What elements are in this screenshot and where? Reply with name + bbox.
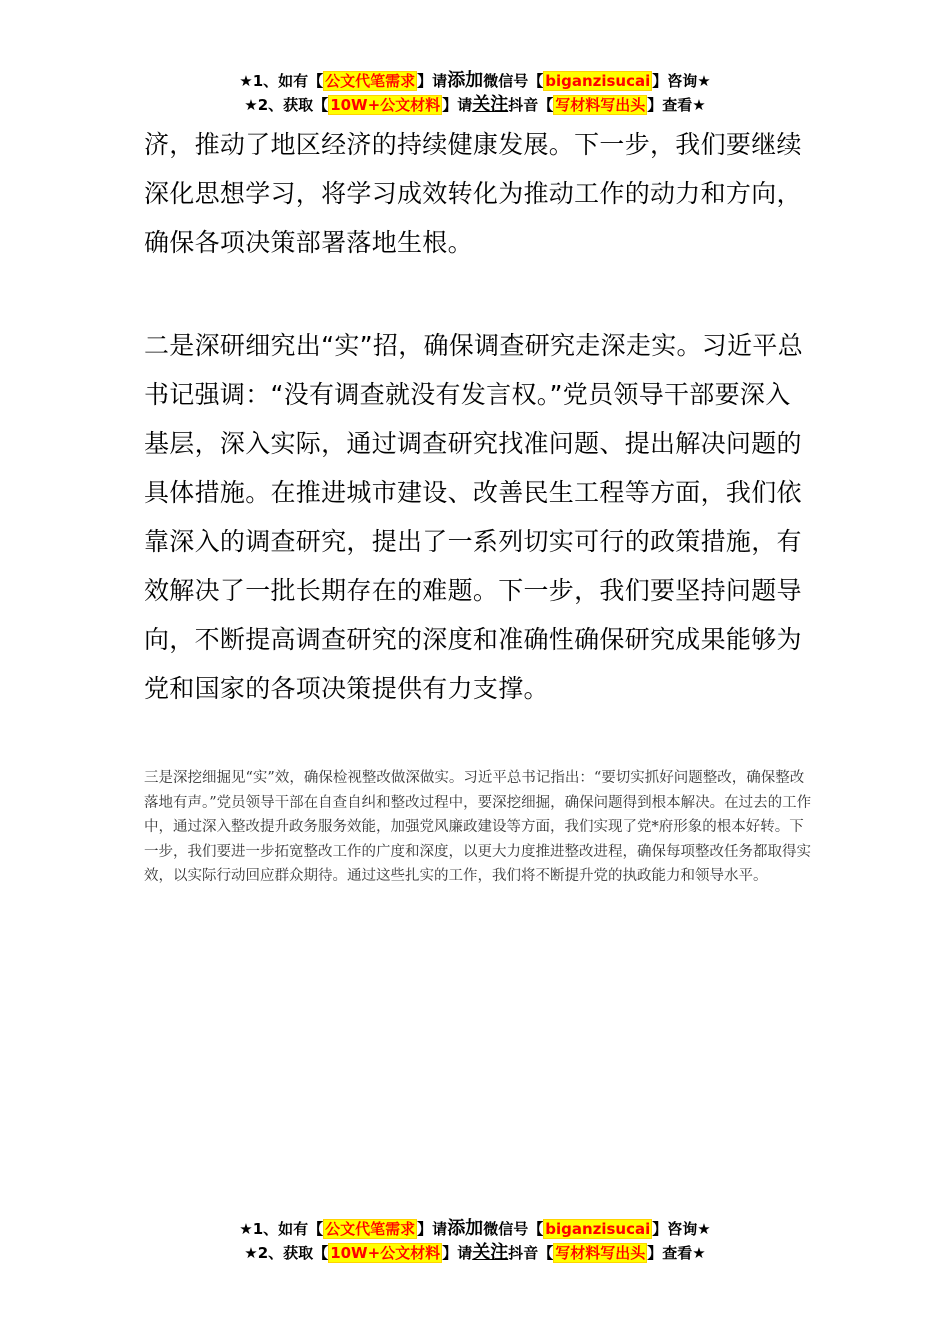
banner-line-2 (0, 93, 950, 117)
banner-highlight: 公文代笔需求 (325, 72, 416, 90)
banner-highlight: biganzisucai (545, 1220, 651, 1238)
banner-highlight: 10W+公文材料 (330, 1244, 441, 1262)
banner-text: ★2、获取【 (244, 1244, 329, 1262)
banner-line-1 (0, 69, 950, 93)
banner-text: 】请 (417, 72, 448, 90)
banner-text: 抖音【 (508, 96, 554, 114)
banner-emphasis: 添加 (447, 70, 484, 91)
banner-line-2 (0, 1241, 950, 1265)
banner-emphasis: 关注 (472, 94, 509, 115)
body-paragraph-2: 二是深研细究出“实”招，确保调查研究走深走实。习近平总书记强调：“没有调查就没有发言权。”党员领导干部要深入基层，深入实际，通过调查研究找准问题、提出解决问题的具体措施。在推进城市建设、改善民生工程等方面，我们依靠深入的调查研究，提出了一系列切实可行的政策措施，有效解决了一批长期存在的难题。下一步，我们要坚持问题导向，不断提高调查研究的深度和准确性确保研究成果能够为党和国家的各项决策提供有力支撑。 (144, 331, 804, 703)
banner-text: ★2、获取【 (244, 96, 329, 114)
banner-text: 抖音【 (508, 1244, 554, 1262)
banner-line-1 (0, 1217, 950, 1241)
banner-text: 】请 (442, 1244, 473, 1262)
banner-highlight: biganzisucai (545, 72, 651, 90)
banner-highlight: 公文代笔需求 (325, 1220, 416, 1238)
banner-text: 】咨询★ (652, 72, 711, 90)
body-paragraph-3: 三是深挖细掘见“实”效，确保检视整改做深做实。习近平总书记指出：“要切实抓好问题整改，确保整改落地有声。”党员领导干部在自查自纠和整改过程中，要深挖细掘，确保问题得到根本解决。在过去的工作中，通过深入整改提升政务服务效能，加强党风廉政建设等方面，我们实现了党*府形象的根本好转。下一步，我们要进一步拓宽整改工作的广度和深度，以更大力度推进整改进程，确保每项整改任务都取得实效，以实际行动回应群众期待。通过这些扎实的工作，我们将不断提升党的执政能力和领导水平。 (144, 770, 812, 884)
header-banner (0, 69, 950, 117)
banner-text: 】咨询★ (652, 1220, 711, 1238)
banner-text: 】请 (442, 96, 473, 114)
banner-highlight: 写材料写出头 (555, 1244, 646, 1262)
banner-text: 微信号【 (483, 72, 544, 90)
banner-text: 】请 (417, 1220, 448, 1238)
banner-text: ★1、如有【 (239, 1220, 324, 1238)
banner-emphasis: 关注 (472, 1242, 509, 1263)
body-paragraph-1: 济，推动了地区经济的持续健康发展。下一步，我们要继续深化思想学习，将学习成效转化为推动工作的动力和方向，确保各项决策部署落地生根。 (144, 130, 802, 257)
banner-text: ★1、如有【 (239, 72, 324, 90)
banner-text: 】查看★ (647, 1244, 706, 1262)
banner-highlight: 10W+公文材料 (330, 96, 441, 114)
banner-emphasis: 添加 (447, 1218, 484, 1239)
footer-banner (0, 1217, 950, 1265)
banner-text: 微信号【 (483, 1220, 544, 1238)
banner-highlight: 写材料写出头 (555, 96, 646, 114)
banner-text: 】查看★ (647, 96, 706, 114)
